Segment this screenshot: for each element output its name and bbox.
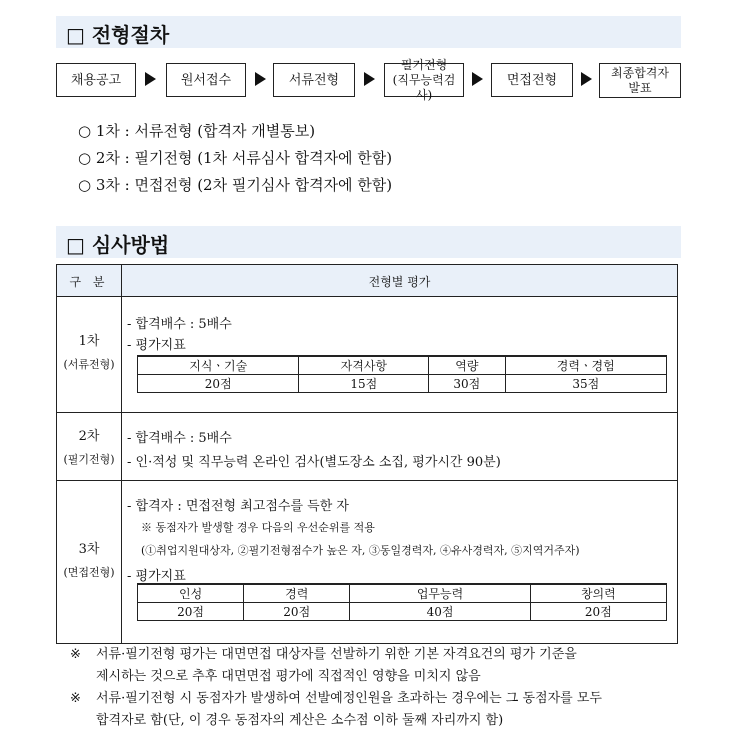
column-divider	[121, 265, 122, 643]
note-line: 제시하는 것으로 추후 대면면접 평가에 직접적인 영향을 미치지 않음	[96, 669, 481, 684]
note-line: 서류·필기전형 시 동점자가 발생하여 선발예정인원을 초과하는 경우에는 그 동점자를 모두	[96, 691, 602, 706]
row-stage: 2차	[78, 429, 100, 444]
arrow-right-icon	[472, 72, 483, 86]
row2-line-2: - 인·적성 및 직무능력 온라인 검사(별도장소 소집, 평가시간 90분)	[127, 455, 501, 470]
stage-item-1: ○ 1차 : 서류전형 (합격자 개별통보)	[78, 122, 316, 140]
row1-score-table	[137, 355, 667, 393]
table-cell: 지식ㆍ기술	[138, 356, 299, 375]
flow-step-5: 면접전형	[491, 63, 573, 97]
row2-line-1: - 합격배수 : 5배수	[127, 431, 232, 446]
row3-line-2: ※ 동점자가 발생할 경우 다음의 우선순위를 적용	[141, 521, 375, 534]
note-line: 합격자로 함(단, 이 경우 동점자의 계산은 소수점 이하 둘째 자리까지 함)	[96, 713, 504, 728]
flow-step-6: 최종합격자 발표	[599, 63, 681, 98]
row-stage-sub: (필기전형)	[63, 453, 115, 466]
row-stage-sub: (서류전형)	[63, 358, 115, 371]
table-cell: 인성	[138, 584, 244, 603]
flow-step-2: 원서접수	[166, 63, 246, 97]
flow-step-1: 채용공고	[56, 63, 136, 97]
flow-step-3: 서류전형	[273, 63, 355, 97]
table-cell: 경력	[244, 584, 350, 603]
arrow-right-icon	[364, 72, 375, 86]
arrow-right-icon	[145, 72, 156, 86]
section-title: □ 심사방법	[66, 233, 170, 257]
row3-score-table	[137, 583, 667, 621]
table-cell: 역량	[429, 356, 505, 375]
table-header-row	[57, 265, 677, 297]
table-cell: 20점	[244, 603, 350, 621]
row1-line-1: - 합격배수 : 5배수	[127, 317, 232, 332]
arrow-right-icon	[581, 72, 592, 86]
table-row	[138, 603, 667, 621]
row1-label	[57, 330, 121, 376]
table-row	[138, 584, 667, 603]
section-header-procedure	[56, 16, 681, 48]
table-cell: 경력ㆍ경험	[505, 356, 666, 375]
note-2	[70, 688, 602, 732]
stage-item-2: ○ 2차 : 필기전형 (1차 서류심사 합격자에 한함)	[78, 149, 393, 167]
table-row	[138, 356, 667, 375]
row3-line-3: (①취업지원대상자, ②필기전형점수가 높은 자, ③동일경력자, ④유사경력자, ⑤지역거주자)	[141, 544, 580, 557]
table-cell: 35점	[505, 375, 666, 393]
row-divider	[57, 412, 677, 413]
row2-label	[57, 425, 121, 471]
row3-label	[57, 538, 121, 584]
table-cell: 30점	[429, 375, 505, 393]
section-title: □ 전형절차	[66, 23, 170, 47]
evaluation-table	[56, 264, 678, 644]
row-stage-sub: (면접전형)	[63, 566, 115, 579]
table-cell: 15점	[299, 375, 429, 393]
table-row	[138, 375, 667, 393]
flow-step-4: 필기전형 (직무능력검사)	[384, 63, 464, 97]
arrow-right-icon	[255, 72, 266, 86]
table-cell: 업무능력	[350, 584, 530, 603]
row-divider	[57, 480, 677, 481]
section-header-evaluation	[56, 226, 681, 258]
row3-line-1: - 합격자 : 면접전형 최고점수를 득한 자	[127, 499, 349, 514]
table-cell: 20점	[138, 603, 244, 621]
row-stage: 1차	[78, 334, 100, 349]
stage-item-3: ○ 3차 : 면접전형 (2차 필기심사 합격자에 한함)	[78, 176, 393, 194]
note-mark: ※	[70, 647, 81, 662]
table-cell: 20점	[530, 603, 666, 621]
header-category: 구 분	[69, 275, 109, 289]
note-line: 서류·필기전형 평가는 대면면접 대상자를 선발하기 위한 기본 자격요건의 평가 기준을	[96, 647, 577, 662]
row-stage: 3차	[78, 542, 100, 557]
row3-line-4: - 평가지표	[127, 569, 186, 584]
table-cell: 40점	[350, 603, 530, 621]
table-cell: 창의력	[530, 584, 666, 603]
table-cell: 20점	[138, 375, 299, 393]
row1-line-2: - 평가지표	[127, 338, 186, 353]
note-mark: ※	[70, 691, 81, 706]
note-1	[70, 644, 577, 688]
header-evaluation: 전형별 평가	[368, 275, 431, 289]
table-cell: 자격사항	[299, 356, 429, 375]
